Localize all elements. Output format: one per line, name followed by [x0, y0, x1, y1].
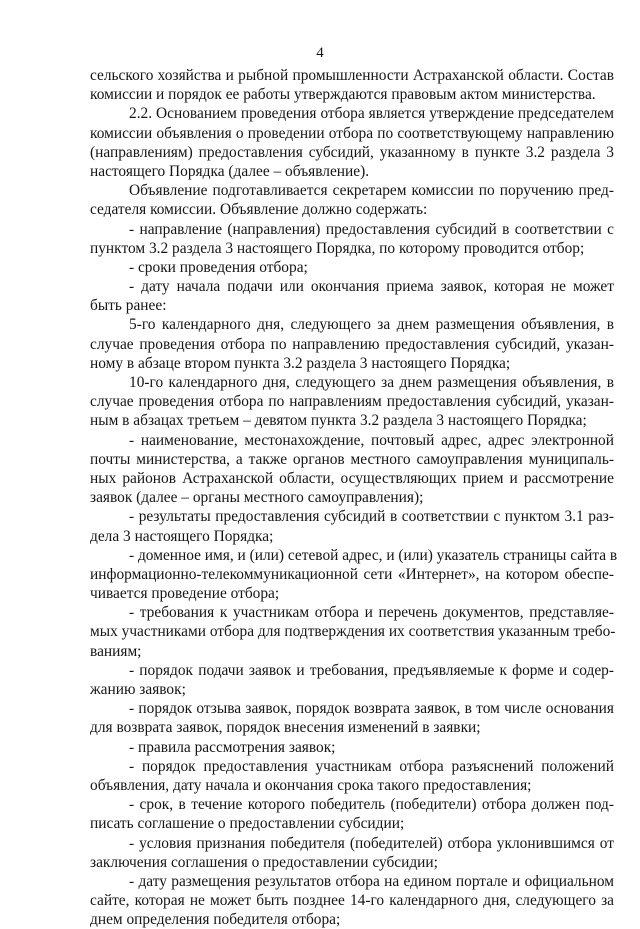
text-line: ных районов Астраханской области, осуществляющих прием и рассмотрение: [90, 469, 614, 487]
text-line: - направление (направления) предоставления субсидий в соответствии с: [129, 220, 614, 238]
text-line: случае проведения отбора по направлению предоставления субсидий, указан-: [90, 335, 614, 353]
text-line: почты министерства, а также органов местного самоуправления муниципаль-: [90, 450, 614, 468]
page-number: 4: [316, 45, 324, 61]
text-line: заключения соглашения о предоставлении субсидии;: [90, 853, 438, 871]
text-line: - доменное имя, и (или) сетевой адрес, и (или) указатель страницы сайта в: [129, 546, 618, 564]
text-line: пунктом 3.2 раздела 3 настоящего Порядка, по которому проводится отбор;: [90, 239, 585, 257]
text-line: писать соглашение о предоставлении субсидии;: [90, 815, 405, 833]
text-line: настоящего Порядка (далее – объявление).: [90, 162, 370, 180]
text-line: ному в абзаце втором пункта 3.2 раздела 3 настоящего Порядка;: [90, 354, 511, 372]
text-line: Объявление подготавливается секретарем комиссии по поручению пред-: [129, 182, 614, 200]
text-line: сельского хозяйства и рыбной промышленности Астраханской области. Состав: [90, 67, 614, 84]
text-line: - сроки проведения отбора;: [129, 258, 308, 276]
text-line: ным в абзацах третьем – девятом пункта 3.2 раздела 3 настоящего Порядка;: [90, 412, 587, 430]
text-line: заявок (далее – органы местного самоуправления);: [90, 489, 424, 507]
text-line: дела 3 настоящего Порядка;: [90, 527, 274, 545]
text-line: 2.2. Основанием проведения отбора является утверждение председателем: [129, 105, 614, 123]
document-body: [90, 66, 618, 929]
text-line: днем определения победителя отбора;: [90, 911, 341, 929]
text-line: - срок, в течение которого победитель (победители) отбора должен под-: [129, 796, 614, 814]
text-line: - порядок подачи заявок и требования, предъявляемые к форме и содер-: [129, 661, 614, 679]
text-line: - порядок предоставления участникам отбора разъяснений положений: [129, 757, 614, 775]
text-line: - результаты предоставления субсидий в соответствии с пунктом 3.1 раз-: [129, 508, 614, 526]
text-line: для возврата заявок, порядок внесения изменений в заявки;: [90, 719, 481, 737]
text-line: случае проведения отбора по направлениям предоставления субсидий, указан-: [90, 393, 614, 411]
text-line: объявления, дату начала и окончания срока такого предоставления;: [90, 776, 532, 794]
text-line: информационно-телекоммуникационной сети «Интернет», на котором обеспе-: [90, 565, 614, 583]
text-line: седателя комиссии. Объявление должно содержать:: [90, 201, 428, 219]
text-line: - дату размещения результатов отбора на едином портале и официальном: [129, 872, 614, 890]
text-line: сайте, которая не может быть позднее 14-го календарного дня, следующего за: [90, 892, 614, 910]
text-line: мых участниками отбора для подтверждения их соответствия указанным требо-: [90, 623, 616, 641]
text-line: 5-го календарного дня, следующего за днем размещения объявления, в: [129, 316, 614, 334]
text-line: комиссии и порядок ее работы утверждаются правовым актом министерства.: [90, 86, 596, 104]
text-line: ваниям;: [90, 642, 142, 660]
text-line: быть ранее:: [90, 297, 167, 315]
text-line: (направлениям) предоставления субсидий, указанному в пункте 3.2 раздела 3: [90, 143, 614, 161]
text-line: чивается проведение отбора;: [90, 585, 280, 603]
text-line: жанию заявок;: [90, 681, 186, 698]
text-line: - требования к участникам отбора и перечень документов, представляе-: [129, 604, 614, 622]
text-line: комиссии объявления о проведении отбора по соответствующему направлению: [90, 124, 614, 142]
text-line: - дату начала подачи или окончания приема заявок, которая не может: [129, 278, 614, 296]
text-line: 10-го календарного дня, следующего за днем размещения объявления, в: [129, 374, 614, 391]
text-line: - порядок отзыва заявок, порядок возврата заявок, в том числе основания: [129, 700, 614, 718]
text-line: - наименование, местонахождение, почтовый адрес, адрес электронной: [129, 431, 614, 449]
text-line: - правила рассмотрения заявок;: [129, 738, 336, 756]
text-line: - условия признания победителя (победителей) отбора уклонившимся от: [129, 834, 614, 852]
